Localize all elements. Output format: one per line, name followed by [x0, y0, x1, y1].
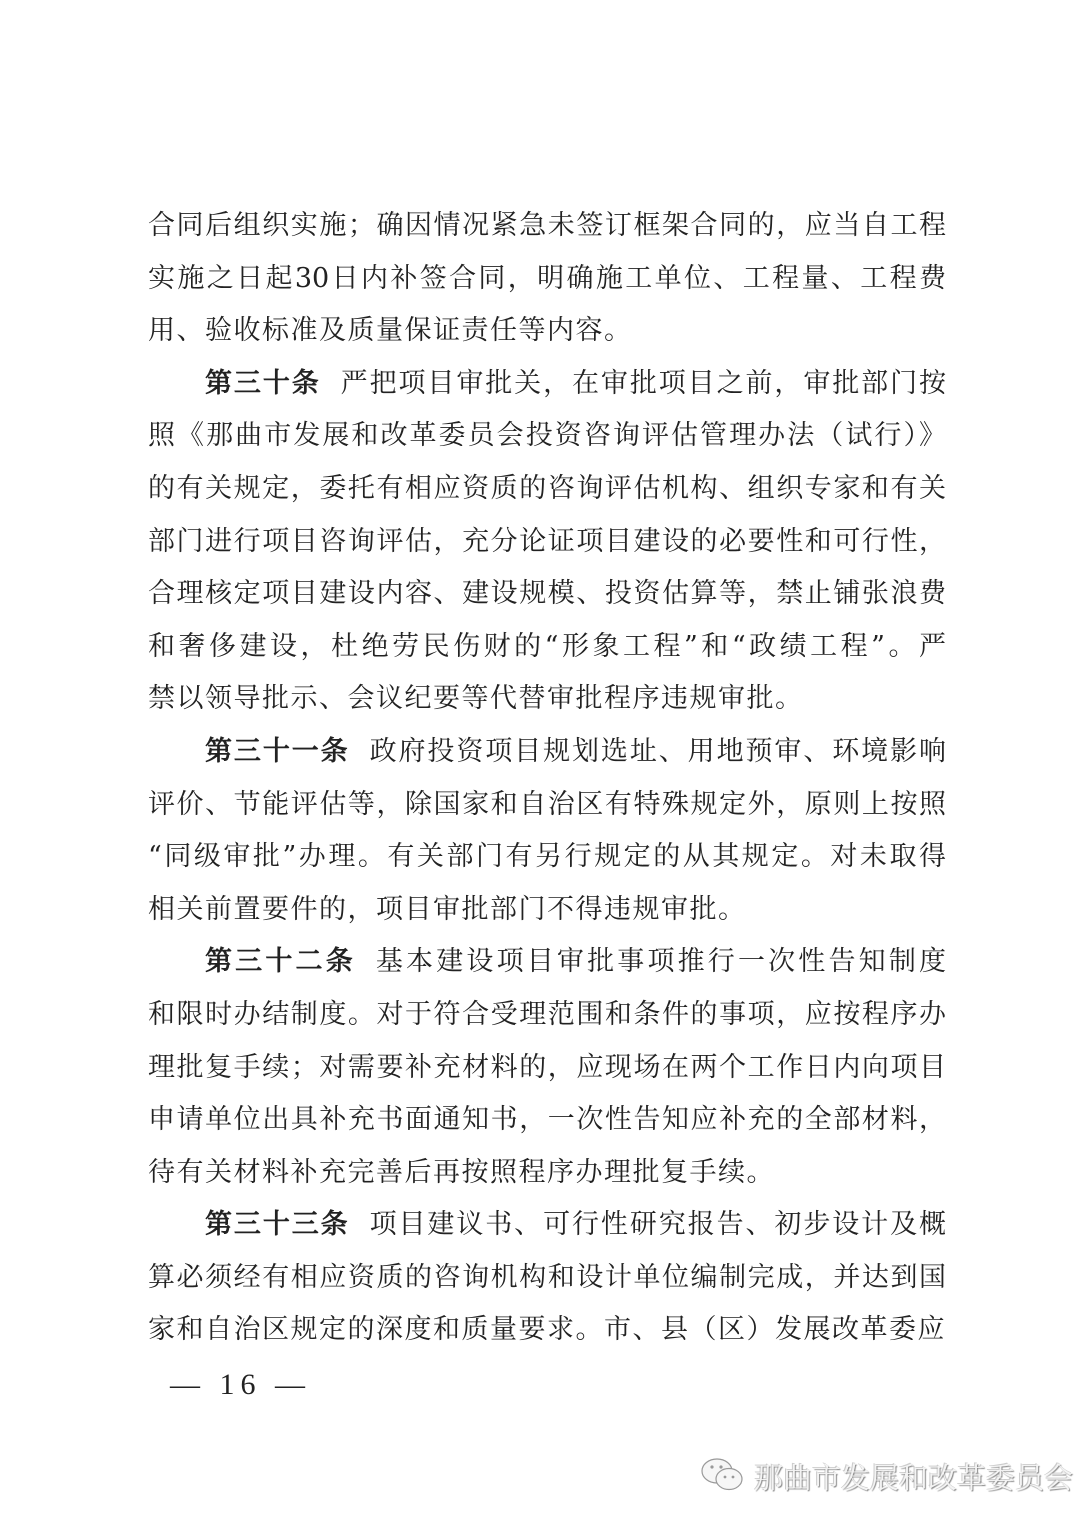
line-text: “同级审批”办理。有关部门有另行规定的从其规定。对未取得 — [148, 841, 946, 873]
line-text: 合理核定项目建设内容、建设规模、投资估算等，禁止铺张浪费 — [148, 578, 946, 610]
line-text: 合同后组织实施；确因情况紧急未签订框架合同的，应当自工程 — [148, 210, 946, 241]
line-text: 和奢侈建设，杜绝劳民伤财的“形象工程”和“政绩工程”。严 — [148, 630, 946, 662]
wechat-icon — [700, 1457, 746, 1497]
article-heading: 第三十一条 — [205, 735, 350, 767]
line-text: 部门进行项目咨询评估，充分论证项目建设的必要性和可行性， — [148, 525, 946, 557]
text-line — [148, 200, 946, 253]
text-line — [148, 463, 946, 516]
line-text: 禁以领导批示、会议纪要等代替审批程序违规审批。 — [148, 683, 804, 715]
text-line — [148, 358, 946, 411]
line-text: 基本建设项目审批事项推行一次性告知制度 — [375, 946, 947, 978]
line-text: 实施之日起30日内补签合同，明确施工单位、工程量、工程费 — [148, 262, 946, 294]
line-text: 政府投资项目规划选址、用地预审、环境影响 — [369, 735, 947, 767]
line-text: 和限时办结制度。对于符合受理范围和条件的事项，应按程序办 — [148, 998, 946, 1030]
watermark-text: 那曲市发展和改革委员会 — [754, 1461, 1074, 1495]
line-text: 严把项目审批关，在审批项目之前，审批部门按 — [340, 367, 947, 399]
article-heading: 第三十二条 — [205, 946, 356, 978]
text-line — [148, 568, 946, 621]
text-line — [148, 410, 946, 463]
line-text: 评价、节能评估等，除国家和自治区有特殊规定外，原则上按照 — [148, 788, 946, 820]
text-line — [148, 1094, 946, 1147]
text-line — [148, 989, 946, 1042]
line-text: 算必须经有相应资质的咨询机构和设计单位编制完成，并达到国 — [148, 1261, 946, 1293]
line-text: 用、验收标准及质量保证责任等内容。 — [148, 315, 633, 347]
text-line — [148, 621, 946, 674]
text-line — [148, 305, 946, 358]
line-text: 申请单位出具补充书面通知书，一次性告知应补充的全部材料， — [148, 1104, 946, 1136]
text-line — [148, 884, 946, 937]
text-line — [148, 673, 946, 726]
text-line — [148, 516, 946, 569]
text-line — [148, 1199, 946, 1252]
line-text: 照《那曲市发展和改革委员会投资咨询评估管理办法（试行）》 — [148, 420, 946, 452]
text-line — [148, 936, 946, 989]
text-line — [148, 779, 946, 832]
text-line — [148, 831, 946, 884]
text-line — [148, 1252, 946, 1305]
line-text: 待有关材料补充完善后再按照程序办理批复手续。 — [148, 1156, 775, 1188]
text-line — [148, 726, 946, 779]
text-line — [148, 1042, 946, 1095]
line-text: 理批复手续；对需要补充材料的，应现场在两个工作日内向项目 — [148, 1051, 946, 1083]
text-line — [148, 253, 946, 306]
line-text: 相关前置要件的，项目审批部门不得违规审批。 — [148, 893, 747, 925]
line-text: 的有关规定，委托有相应资质的咨询评估机构、组织专家和有关 — [148, 472, 946, 504]
article-heading: 第三十条 — [205, 367, 321, 399]
text-line — [148, 1147, 946, 1200]
line-text: 项目建议书、可行性研究报告、初步设计及概 — [369, 1209, 947, 1241]
article-heading: 第三十三条 — [205, 1209, 350, 1241]
text-line — [148, 1304, 946, 1357]
watermark — [700, 1456, 1073, 1497]
document-body — [148, 200, 946, 1357]
page-number: — 16 — — [170, 1368, 311, 1401]
line-text: 家和自治区规定的深度和质量要求。市、县（区）发展改革委应 — [148, 1314, 946, 1346]
